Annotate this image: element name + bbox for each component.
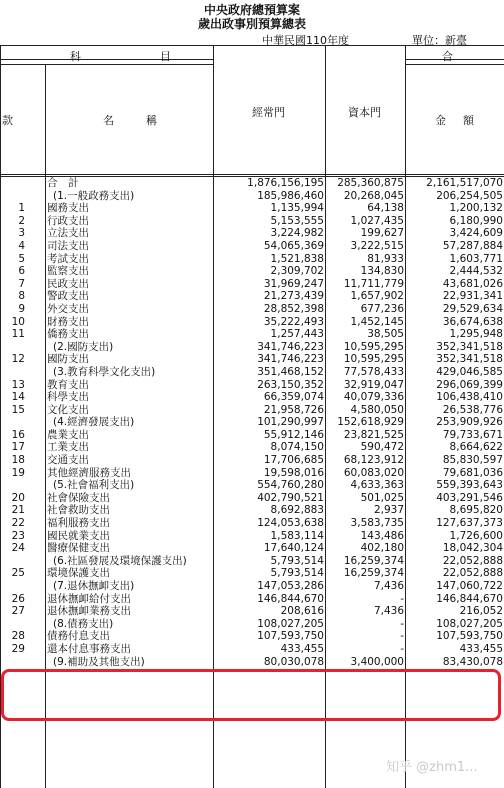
total-value: 352,341,518 (436, 353, 503, 366)
row-name: 國務支出 (47, 202, 89, 215)
capital-account-value: 7,436 (373, 605, 404, 618)
total-value: 108,027,205 (436, 617, 503, 630)
total-value: 79,681,036 (442, 466, 503, 479)
row-number: 20 (11, 491, 25, 504)
total-value: 2,444,532 (449, 265, 503, 278)
total-value: 22,931,341 (442, 290, 503, 303)
total-value: 106,438,410 (436, 391, 503, 404)
current-account-value: 55,912,146 (263, 428, 324, 441)
total-value: 559,393,643 (436, 479, 503, 492)
table-row (0, 177, 504, 190)
row-name: 合 計 (47, 177, 79, 189)
table-row (0, 202, 504, 215)
row-name: 立法支出 (47, 227, 89, 240)
capital-account-value: 64,138 (367, 202, 404, 215)
current-account-value: 3,224,982 (270, 227, 324, 240)
table-row (0, 580, 504, 593)
capital-account-value: 16,259,374 (343, 567, 404, 580)
row-name: (4.經濟發展支出) (53, 416, 135, 429)
table-row (0, 404, 504, 417)
total-value: 8,664,622 (449, 441, 503, 454)
row-name: 國防支出 (47, 353, 89, 366)
row-number: 7 (18, 277, 25, 290)
document-title: 中央政府總預算案 (203, 3, 300, 17)
current-account-value: 8,074,150 (270, 441, 324, 454)
total-value: 3,424,609 (449, 227, 503, 240)
table-row (0, 391, 504, 404)
current-account-value: 2,309,702 (270, 265, 324, 278)
row-number: 15 (11, 403, 25, 416)
current-account-value: 1,135,994 (270, 202, 324, 215)
current-account-value: 80,030,078 (263, 655, 324, 668)
table-row (0, 215, 504, 228)
header-cheng: 稱 (146, 114, 157, 127)
current-account-value: 21,273,439 (263, 290, 324, 303)
current-account-value: 31,969,247 (263, 277, 324, 290)
table-row (0, 492, 504, 505)
table-row (0, 593, 504, 606)
current-account-value: 147,053,286 (257, 580, 324, 592)
total-value: 147,060,722 (436, 580, 503, 592)
table-row (0, 190, 504, 203)
capital-account-value: 199,627 (360, 227, 404, 240)
header-jin: 金 (435, 114, 446, 127)
capital-account-value: 2,937 (373, 504, 404, 517)
row-number: 12 (11, 353, 25, 366)
table-row (0, 441, 504, 454)
capital-account-value: 16,259,374 (343, 554, 404, 567)
total-value: 1,726,600 (449, 529, 503, 542)
row-number: 16 (11, 428, 25, 441)
row-number: 26 (11, 592, 25, 605)
row-number: 5 (18, 252, 25, 265)
row-name: 其他經濟服務支出 (47, 466, 131, 479)
table-row (0, 454, 504, 467)
row-number: 10 (11, 315, 25, 328)
current-account-value: 17,706,685 (263, 454, 324, 467)
capital-account-value: - (400, 617, 404, 630)
capital-account-value: 3,400,000 (350, 655, 404, 668)
row-name: 警政支出 (47, 290, 89, 303)
total-value: 216,052 (459, 605, 503, 618)
total-value: 22,052,888 (442, 554, 503, 567)
capital-account-value: 60,083,020 (343, 466, 404, 479)
table-row (0, 366, 504, 379)
table-row (0, 605, 504, 618)
capital-account-value: 4,580,050 (350, 403, 404, 416)
total-value: 6,180,990 (449, 214, 503, 227)
header-current-account: 經常門 (252, 106, 285, 119)
row-number: 1 (18, 202, 25, 215)
current-account-value: 208,616 (280, 605, 324, 618)
capital-account-value: 590,472 (360, 441, 404, 454)
row-name: 考試支出 (47, 252, 89, 265)
table-row (0, 479, 504, 492)
capital-account-value: 134,830 (360, 265, 404, 278)
table-row (0, 303, 504, 316)
row-name: 交通支出 (47, 454, 89, 467)
row-name: 教育支出 (47, 378, 89, 391)
row-name: 監察支出 (47, 265, 89, 278)
header-kuan: 款 (2, 114, 13, 127)
header-he: 合 (442, 50, 453, 63)
row-name: 工業支出 (47, 441, 89, 454)
table-row (0, 240, 504, 253)
row-name: 福利服務支出 (47, 517, 110, 530)
row-name: 退休撫卹業務支出 (47, 605, 131, 618)
row-number: 6 (18, 265, 25, 278)
document-subtitle: 歲出政事別預算總表 (197, 17, 306, 31)
capital-account-value: 81,933 (367, 252, 404, 265)
current-account-value: 263,150,352 (257, 378, 324, 391)
total-value: 57,287,884 (442, 239, 503, 252)
current-account-value: 17,640,124 (263, 542, 324, 555)
row-name: (1.一般政務支出) (53, 189, 135, 202)
current-account-value: 54,065,369 (263, 239, 324, 252)
table-row (0, 467, 504, 480)
table-row (0, 618, 504, 631)
capital-account-value: 68,123,912 (343, 454, 404, 467)
current-account-value: 66,359,074 (263, 391, 324, 404)
table-body (0, 177, 504, 668)
table-row (0, 555, 504, 568)
row-name: 科學支出 (47, 391, 89, 404)
capital-account-value: 23,821,525 (343, 428, 404, 441)
row-name: 僑務支出 (47, 328, 89, 341)
row-number: 3 (18, 227, 25, 240)
table-row (0, 504, 504, 517)
table-row (0, 253, 504, 266)
row-name: 環境保護支出 (47, 567, 110, 580)
fiscal-year: 中華民國110年度 (262, 34, 349, 47)
current-account-value: 1,583,114 (270, 529, 324, 542)
total-value: 253,909,926 (436, 416, 503, 429)
row-name: 醫療保健支出 (47, 542, 110, 555)
header-e: 額 (463, 114, 474, 127)
current-account-value: 35,222,493 (263, 315, 324, 328)
row-name: (7.退休撫卹支出) (53, 580, 135, 592)
capital-account-value: 501,025 (360, 491, 404, 504)
current-account-value: 5,793,514 (270, 554, 324, 567)
row-number: 23 (11, 529, 25, 542)
current-account-value: 124,053,638 (257, 517, 324, 530)
row-number: 11 (11, 328, 25, 341)
row-number: 9 (18, 302, 25, 315)
capital-account-value: 11,711,779 (343, 277, 404, 290)
table-row (0, 643, 504, 656)
table-row (0, 656, 504, 669)
row-name: 文化支出 (47, 403, 89, 416)
total-value: 107,593,750 (436, 630, 503, 643)
current-account-value: 554,760,280 (257, 479, 324, 492)
current-account-value: 185,986,460 (257, 189, 324, 202)
table-row (0, 429, 504, 442)
total-value: 127,637,373 (436, 517, 503, 530)
capital-account-value: 32,919,047 (343, 378, 404, 391)
total-value: 18,042,304 (442, 542, 503, 555)
total-value: 36,674,638 (442, 315, 503, 328)
current-account-value: 101,290,997 (257, 416, 324, 429)
table-row (0, 328, 504, 341)
row-number: 27 (11, 605, 25, 618)
capital-account-value: 4,633,363 (350, 479, 404, 492)
capital-account-value: 285,360,875 (337, 177, 404, 189)
capital-account-value: 677,236 (360, 302, 404, 315)
capital-account-value: 152,618,929 (337, 416, 404, 429)
current-account-value: 433,455 (280, 642, 324, 655)
current-account-value: 19,598,016 (263, 466, 324, 479)
total-value: 43,681,026 (442, 277, 503, 290)
row-name: (6.社區發展及環境保護支出) (53, 554, 187, 567)
row-number: 14 (11, 391, 25, 404)
row-name: (2.國防支出) (53, 340, 114, 353)
row-number: 17 (11, 441, 25, 454)
current-account-value: 1,257,443 (270, 328, 324, 341)
highlight-box (1, 669, 501, 721)
total-value: 146,844,670 (436, 592, 503, 605)
table-row (0, 567, 504, 580)
table-row (0, 379, 504, 392)
total-value: 26,538,776 (442, 403, 503, 416)
current-account-value: 402,790,521 (257, 491, 324, 504)
row-name: 財務支出 (47, 315, 89, 328)
current-account-value: 1,876,156,195 (247, 177, 324, 189)
row-number: 19 (11, 466, 25, 479)
row-name: (9.補助及其他支出) (53, 655, 145, 668)
table-row (0, 341, 504, 354)
row-name: 外交支出 (47, 302, 89, 315)
current-account-value: 28,852,398 (263, 302, 324, 315)
row-number: 29 (11, 642, 25, 655)
total-value: 296,069,399 (436, 378, 503, 391)
capital-account-value: - (400, 642, 404, 655)
total-value: 206,254,505 (436, 189, 503, 202)
header-ming: 名 (103, 114, 114, 127)
current-account-value: 8,692,883 (270, 504, 324, 517)
current-account-value: 146,844,670 (257, 592, 324, 605)
table-row (0, 227, 504, 240)
capital-account-value: 7,436 (373, 580, 404, 592)
total-value: 403,291,546 (436, 491, 503, 504)
row-number: 24 (11, 542, 25, 555)
total-value: 429,046,585 (436, 365, 503, 378)
total-value: 85,830,597 (442, 454, 503, 467)
current-account-value: 107,593,750 (257, 630, 324, 643)
capital-account-value: 3,222,515 (350, 239, 404, 252)
row-number: 22 (11, 517, 25, 530)
row-name: 社會保險支出 (47, 491, 110, 504)
capital-account-value: 3,583,735 (350, 517, 404, 530)
capital-account-value: 40,079,336 (343, 391, 404, 404)
current-account-value: 108,027,205 (257, 617, 324, 630)
unit-label: 單位：新臺 (412, 34, 467, 47)
table-row (0, 530, 504, 543)
row-name: (5.社會福利支出) (53, 479, 135, 492)
row-name: 社會救助支出 (47, 504, 110, 517)
row-number: 28 (11, 630, 25, 643)
row-name: (8.債務支出) (53, 617, 114, 630)
row-name: (3.教育科學文化支出) (53, 365, 156, 378)
current-account-value: 341,746,223 (257, 353, 324, 366)
total-value: 1,603,771 (449, 252, 503, 265)
capital-account-value: 1,027,435 (350, 214, 404, 227)
table-row (0, 316, 504, 329)
current-account-value: 5,153,555 (270, 214, 324, 227)
table-row (0, 265, 504, 278)
row-name: 債務付息支出 (47, 630, 110, 643)
row-number: 21 (11, 504, 25, 517)
current-account-value: 5,793,514 (270, 567, 324, 580)
row-name: 行政支出 (47, 214, 89, 227)
watermark: 知乎 @zhm1... (386, 760, 478, 775)
capital-account-value: 10,595,295 (343, 353, 404, 366)
capital-account-value: 10,595,295 (343, 340, 404, 353)
row-name: 國民就業支出 (47, 529, 110, 542)
row-number: 13 (11, 378, 25, 391)
table-row (0, 630, 504, 643)
table-row (0, 278, 504, 291)
capital-account-value: 38,505 (367, 328, 404, 341)
current-account-value: 1,521,838 (270, 252, 324, 265)
row-number: 18 (11, 454, 25, 467)
capital-account-value: 402,180 (360, 542, 404, 555)
total-value: 22,052,888 (442, 567, 503, 580)
total-value: 1,200,132 (449, 202, 503, 215)
total-value: 433,455 (459, 642, 503, 655)
row-name: 農業支出 (47, 428, 89, 441)
row-number: 4 (18, 239, 25, 252)
row-number: 8 (18, 290, 25, 303)
header-mu: 目 (160, 50, 171, 63)
total-value: 8,695,820 (449, 504, 503, 517)
current-account-value: 21,958,726 (263, 403, 324, 416)
table-row (0, 290, 504, 303)
capital-account-value: - (400, 630, 404, 643)
row-name: 退休撫卹給付支出 (47, 592, 131, 605)
row-number: 2 (18, 214, 25, 227)
row-name: 還本付息事務支出 (47, 642, 131, 655)
capital-account-value: 143,486 (360, 529, 404, 542)
total-value: 83,430,078 (442, 655, 503, 668)
capital-account-value: - (400, 592, 404, 605)
current-account-value: 351,468,152 (257, 365, 324, 378)
capital-account-value: 20,268,045 (343, 189, 404, 202)
table-row (0, 416, 504, 429)
header-capital-account: 資本門 (348, 106, 381, 119)
current-account-value: 341,746,223 (257, 340, 324, 353)
capital-account-value: 1,657,902 (350, 290, 404, 303)
table-row (0, 542, 504, 555)
table-row (0, 353, 504, 366)
total-value: 1,295,948 (449, 328, 503, 341)
row-number: 25 (11, 567, 25, 580)
capital-account-value: 1,452,145 (350, 315, 404, 328)
total-value: 2,161,517,070 (426, 177, 503, 189)
total-value: 79,733,671 (442, 428, 503, 441)
row-name: 民政支出 (47, 277, 89, 290)
total-value: 29,529,634 (442, 302, 503, 315)
capital-account-value: 77,578,433 (343, 365, 404, 378)
table-row (0, 517, 504, 530)
row-name: 司法支出 (47, 239, 89, 252)
total-value: 352,341,518 (436, 340, 503, 353)
header-kemu: 科 (70, 50, 81, 63)
